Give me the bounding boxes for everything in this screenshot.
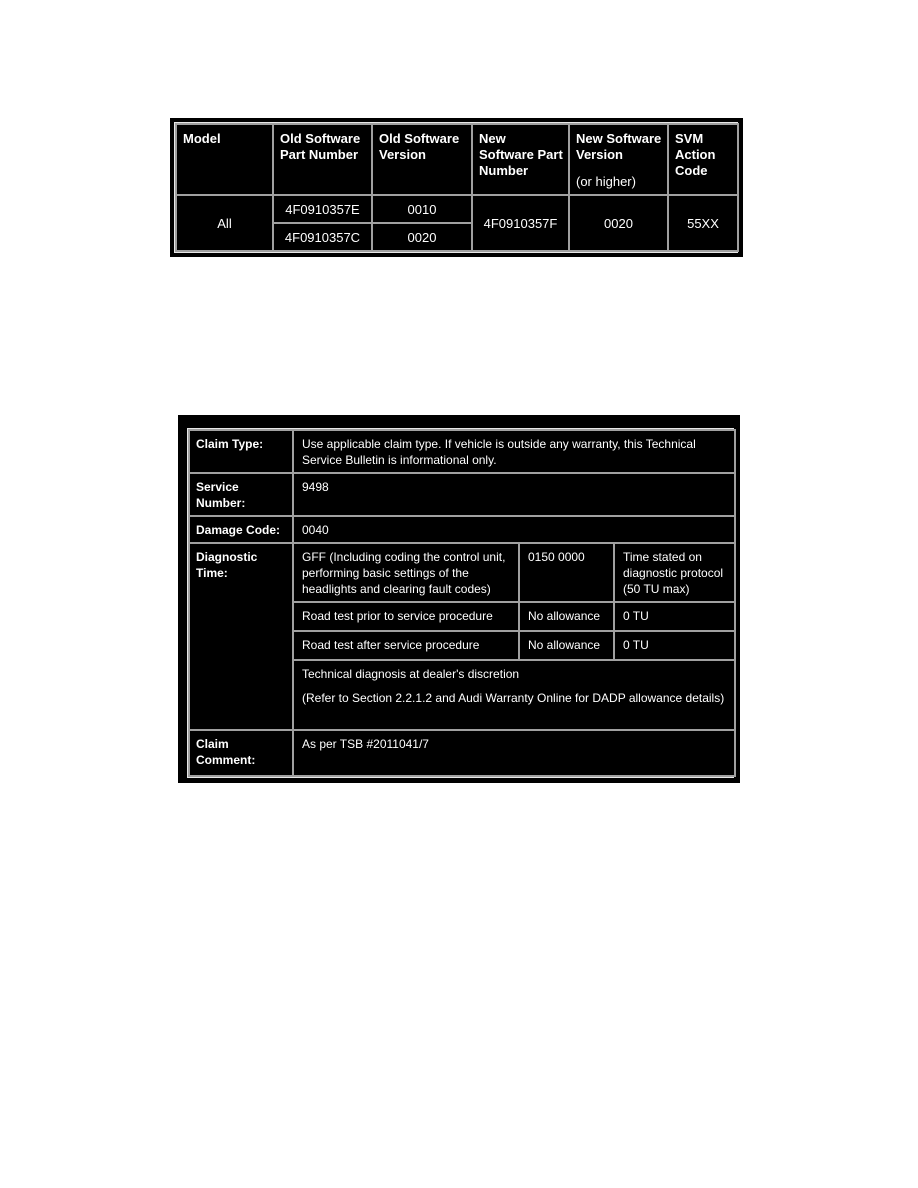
col-header-model: Model [176, 124, 273, 195]
warranty-claim-grid [188, 429, 736, 777]
claim-type-value: Use applicable claim type. If vehicle is outside any warranty, this Technical Service Bulletin is informational only. [293, 430, 735, 473]
col-header-new-version [569, 124, 668, 195]
diagnostic-time-gff-row [189, 543, 735, 602]
technical-diagnosis-detail: (Refer to Section 2.2.1.2 and Audi Warranty Online for DADP allowance details) [302, 691, 725, 705]
cell-model: All [176, 195, 273, 251]
diagnostic-time-label: Diagnostic Time: [189, 543, 293, 730]
software-version-table [170, 118, 743, 257]
col-header-new-part-number: New Software Part Number [472, 124, 569, 195]
cell-svm-action-code: 55XX [668, 195, 738, 251]
software-version-table-frame [174, 122, 738, 253]
gff-allowance: 0150 0000 [519, 543, 614, 602]
cell-new-part-number: 4F0910357F [472, 195, 569, 251]
road-test-prior-time: 0 TU [614, 602, 735, 631]
col-header-new-version-note: (or higher) [576, 174, 636, 189]
claim-comment-row [189, 730, 735, 776]
cell-new-version: 0020 [569, 195, 668, 251]
technical-diagnosis-title: Technical diagnosis at dealer's discretion [302, 667, 520, 681]
claim-comment-label: Claim Comment: [189, 730, 293, 776]
warranty-claim-table [178, 415, 740, 783]
service-number-row [189, 473, 735, 516]
service-number-label: Service Number: [189, 473, 293, 516]
software-data-row-1 [176, 195, 738, 223]
warranty-claim-table-frame [187, 428, 734, 778]
gff-time: Time stated on diagnostic protocol (50 TU max) [614, 543, 735, 602]
software-version-grid [175, 123, 739, 252]
col-header-old-part-number: Old Software Part Number [273, 124, 372, 195]
service-number-value: 9498 [293, 473, 735, 516]
col-header-new-version-title: New Software Version [576, 131, 662, 162]
road-test-prior-allowance: No allowance [519, 602, 614, 631]
road-test-after-description: Road test after service procedure [293, 631, 519, 660]
claim-comment-value: As per TSB #2011041/7 [293, 730, 735, 776]
claim-type-label: Claim Type: [189, 430, 293, 473]
road-test-prior-description: Road test prior to service procedure [293, 602, 519, 631]
cell-old-version-1: 0010 [372, 195, 472, 223]
damage-code-row [189, 516, 735, 543]
gff-description: GFF (Including coding the control unit, performing basic settings of the headlights and clearing fault codes) [293, 543, 519, 602]
col-header-svm-action-code: SVM Action Code [668, 124, 738, 195]
software-header-row [176, 124, 738, 195]
road-test-after-allowance: No allowance [519, 631, 614, 660]
damage-code-label: Damage Code: [189, 516, 293, 543]
cell-old-version-2: 0020 [372, 223, 472, 251]
cell-old-part-number-1: 4F0910357E [273, 195, 372, 223]
road-test-after-time: 0 TU [614, 631, 735, 660]
col-header-old-version: Old Software Version [372, 124, 472, 195]
claim-type-row [189, 430, 735, 473]
cell-old-part-number-2: 4F0910357C [273, 223, 372, 251]
technical-diagnosis-cell [293, 660, 735, 730]
damage-code-value: 0040 [293, 516, 735, 543]
